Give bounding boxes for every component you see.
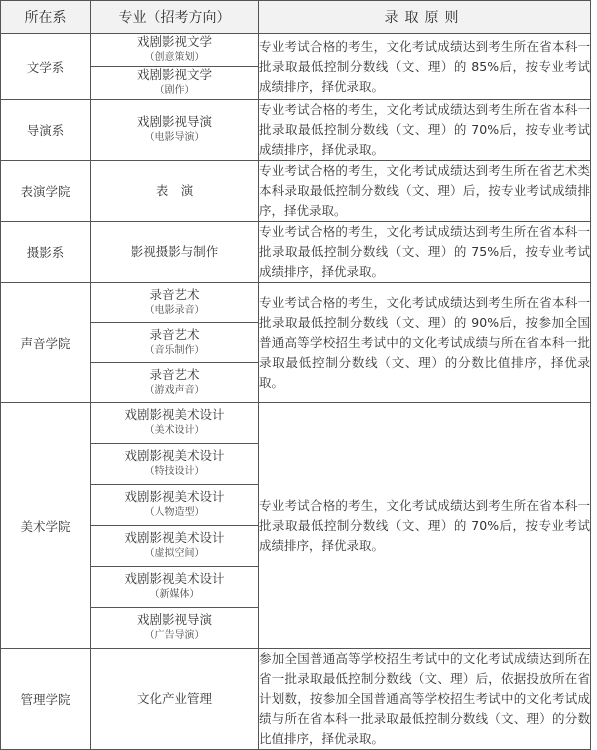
major-direction: （虚拟空间） <box>144 548 205 559</box>
department-cell: 导演系 <box>1 100 91 161</box>
header-department: 所在系 <box>1 1 91 34</box>
rule-text: 专业考试合格的考生，文化考试成绩达到考生所在省本科一批录取最低控制分数线（文、理）的 70%后，按专业考试成绩排序，择优录取。 <box>259 497 590 553</box>
major-cell <box>91 161 259 222</box>
major-cell <box>91 100 259 161</box>
rule-cell <box>259 161 591 222</box>
major-name: 录音艺术 <box>149 366 200 382</box>
rule-text: 专业考试合格的考生，文化考试成绩达到考生所在省本科一批录取最低控制分数线（文、理）的 90%后，按参加全国普通高等学校招生考试中的文化考试成绩与所在省本科一批录取最低控制分数线（文、理）的分数比值排序，择优录取。 <box>259 294 590 390</box>
major-name: 戏剧影视美术设计 <box>124 530 225 545</box>
major-name: 文化产业管理 <box>136 691 212 706</box>
department-cell: 美术学院 <box>1 403 91 649</box>
header-rule: 录取原则 <box>259 1 591 34</box>
major-direction: （电影录音） <box>144 304 205 316</box>
table-row <box>1 403 591 444</box>
table-row <box>1 283 591 323</box>
rule-cell <box>259 649 591 750</box>
major-name: 戏剧影视美术设计 <box>124 448 225 463</box>
major-cell <box>91 567 259 608</box>
department-cell: 表演学院 <box>1 161 91 222</box>
major-cell <box>91 363 259 403</box>
major-name: 录音艺术 <box>149 286 200 302</box>
rule-text: 参加全国普通高等学校招生考试中的文化考试成绩达到所在省一批录取最低控制分数线（文、理）后，依据投放所在省计划数，按参加全国普通高等学校招生考试中的文化考试成绩与所在省本科一批录取最低控制分数线（文、理）的分数比值排序，择优录取。 <box>259 651 590 746</box>
major-direction: （人物造型） <box>144 507 205 518</box>
table-header-row <box>1 1 591 34</box>
major-cell <box>91 526 259 567</box>
major-direction: （新媒体） <box>149 589 200 600</box>
major-direction: （游戏声音） <box>144 384 205 396</box>
major-direction: （创意策划） <box>144 52 205 63</box>
department-cell: 声音学院 <box>1 283 91 403</box>
rule-text: 专业考试合格的考生，文化考试成绩达到考生所在省本科一批录取最低控制分数线（文、理）的 70%后，按专业考试成绩排序，择优录取。 <box>259 102 590 157</box>
major-name: 戏剧影视美术设计 <box>124 407 225 422</box>
major-cell <box>91 34 259 67</box>
major-direction: （音乐制作） <box>144 344 205 356</box>
major-cell <box>91 608 259 649</box>
major-direction: （电影导演） <box>144 132 205 143</box>
major-direction: （特技设计） <box>144 466 205 477</box>
major-name: 戏剧影视美术设计 <box>124 571 225 586</box>
rule-text: 专业考试合格的考生，文化考试成绩达到考生所在省本科一批录取最低控制分数线（文、理）的 85%后，按专业考试成绩排序，择优录取。 <box>259 38 590 94</box>
major-name: 影视摄影与制作 <box>130 244 219 259</box>
major-cell <box>91 403 259 444</box>
department-cell: 摄影系 <box>1 222 91 283</box>
table-row <box>1 649 591 750</box>
major-cell <box>91 485 259 526</box>
table-row <box>1 100 591 161</box>
table-row <box>1 34 591 67</box>
major-cell <box>91 222 259 283</box>
major-cell <box>91 67 259 100</box>
header-major: 专业（招考方向） <box>91 1 259 34</box>
department-cell: 管理学院 <box>1 649 91 750</box>
major-name: 戏剧影视美术设计 <box>124 489 225 504</box>
major-direction: （广告导演） <box>144 630 205 641</box>
rule-cell <box>259 222 591 283</box>
major-cell <box>91 323 259 363</box>
major-name: 表 演 <box>155 183 194 198</box>
rule-text: 专业考试合格的考生，文化考试成绩达到考生所在省本科一批录取最低控制分数线（文、理）的 75%后，按专业考试成绩排序，择优录取。 <box>259 224 590 279</box>
major-cell <box>91 649 259 750</box>
rule-cell <box>259 403 591 649</box>
rule-cell <box>259 100 591 161</box>
major-name: 录音艺术 <box>149 326 200 342</box>
table-row <box>1 161 591 222</box>
major-cell <box>91 444 259 485</box>
major-name: 戏剧影视导演 <box>136 114 212 129</box>
rule-cell <box>259 34 591 100</box>
table-row <box>1 222 591 283</box>
department-cell: 文学系 <box>1 34 91 100</box>
major-direction: （剧作） <box>154 85 195 96</box>
rule-cell <box>259 283 591 403</box>
rule-text: 专业考试合格的考生，文化考试成绩达到考生所在省艺术类本科录取最低控制分数线（文、理）后，按专业考试成绩排序，择优录取。 <box>259 163 590 218</box>
major-name: 戏剧影视文学 <box>136 67 212 82</box>
major-direction: （美术设计） <box>144 425 205 436</box>
major-name: 戏剧影视导演 <box>136 612 212 627</box>
major-name: 戏剧影视文学 <box>136 34 212 49</box>
major-cell <box>91 283 259 323</box>
